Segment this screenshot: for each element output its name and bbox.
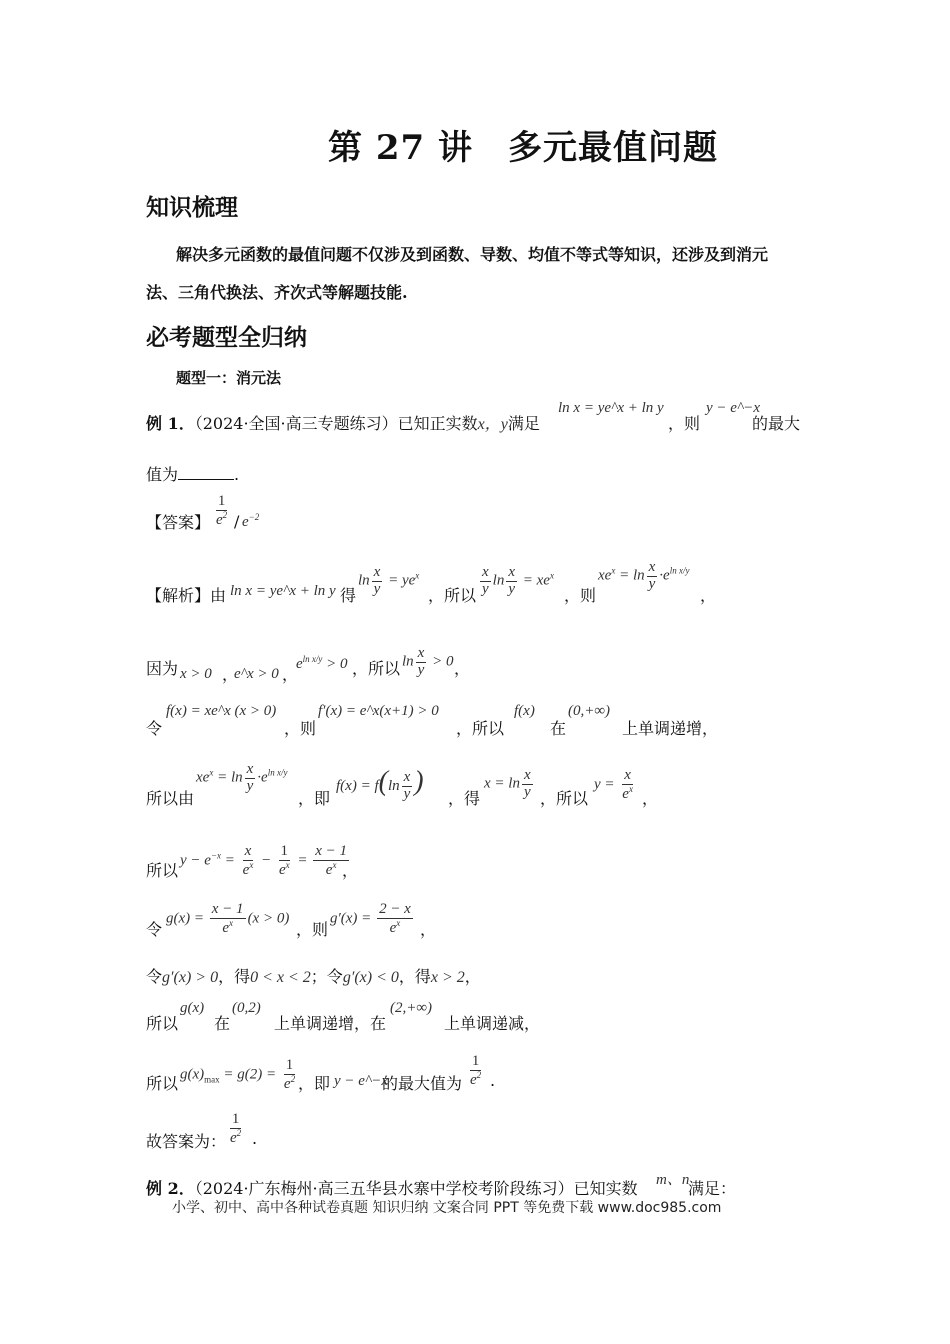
comma-b: ， [282, 665, 299, 684]
interval-0-inf: (0,+∞) [568, 703, 611, 719]
example1-condition: ln x = ye^x + ln y [558, 400, 664, 416]
zai2: 在 [214, 1014, 231, 1033]
solution-eq4: $xe^x = \ln$ $\frac{x}{y}$ $\cdot e^{ln x/y}$ [598, 559, 690, 592]
cond-exp-ln-positive: $e^{ln x/y} > 0$ [296, 654, 348, 672]
comma-c: ， [454, 659, 471, 678]
monotone-dec: 上单调递减， [444, 1014, 541, 1033]
answer-line [146, 510, 210, 533]
period2: . [252, 1129, 258, 1148]
section-heading-knowledge: 知识梳理 [146, 194, 238, 221]
ling2: 令 [146, 920, 163, 939]
gprime-negative: g′(x) < 0 [342, 969, 399, 986]
example2-text: （2024·广东梅州·高三五华县水寨中学校考阶段练习）已知实数 [194, 1179, 638, 1198]
target-expr: y − e^−x [334, 1073, 389, 1089]
example2-line [146, 1176, 638, 1199]
ling1: 令 [146, 719, 163, 738]
line7 [146, 964, 481, 987]
example1-then: ，则 [668, 414, 701, 433]
final-answer-text: 故答案为： [146, 1132, 227, 1151]
question-type-label: 题型一：消元法 [176, 369, 282, 387]
comma-f: ， [420, 920, 437, 939]
example1-label: 例 1． [146, 414, 195, 433]
solution-de: 得 [340, 586, 357, 605]
ji1: ，即 [298, 789, 331, 808]
section-heading-types: 必考题型全归纳 [146, 324, 307, 351]
def-f: f(x) = xe^x (x > 0) [166, 703, 277, 719]
suoyiyou: 所以由 [146, 789, 195, 808]
answer-value-a: $\frac{1}{e^2}$ [216, 493, 228, 528]
fx-label: f(x) [514, 703, 535, 719]
max-value-text: 的最大值为 [382, 1074, 463, 1093]
example2-vars: m、n [656, 1172, 690, 1188]
example1-vars: x，y [477, 416, 508, 433]
example2-tail: 满足： [688, 1179, 737, 1198]
period1: . [490, 1071, 496, 1090]
interval-0-2: (0,2) [232, 1000, 261, 1016]
range-0-2: 0 < x < 2 [250, 969, 311, 986]
intro-paragraph-line2: 法、三角代换法、齐次式等解题技能. [146, 283, 408, 302]
solution-suoyi1: ，所以 [428, 586, 477, 605]
cond-x-positive: x > 0 [180, 666, 212, 682]
solution-comma1: ， [700, 586, 717, 605]
intro-paragraph-line1: 解决多元函数的最值问题不仅涉及到函数、导数、均值不等式等知识，还涉及到消元 [176, 245, 769, 264]
comma-a: ， [222, 665, 239, 684]
de3: ，得 [218, 967, 251, 986]
suoyi2: ，所以 [352, 659, 401, 678]
zai1: 在 [550, 719, 567, 738]
final-answer-value: $\frac{1}{e^2}$ [230, 1111, 242, 1146]
range-gt-2: x > 2 [430, 969, 465, 986]
answer-label: 【答案】 [146, 513, 211, 532]
answer-sep: / [234, 512, 240, 531]
because-text: 因为 [146, 659, 179, 678]
example1-target: y − e^−x [706, 400, 761, 416]
eq-l5: $y - e^{-x}$ = $\frac{x}{e^x}$ − $\frac{1}{e^x}$ = $\frac{x - 1}{e^x}$ [180, 843, 348, 878]
suoyi4: ，所以 [540, 789, 589, 808]
de4: ，得 [398, 967, 431, 986]
eq-l4-2: f(x) = f(ln $\frac{x}{y}$ ) [336, 766, 424, 803]
ling3: 令 [146, 967, 163, 986]
gprime-positive: g′(x) > 0 [162, 969, 219, 986]
solution-eq3: $\frac{x}{y}$ ln $\frac{x}{y}$ = $xe^x$ [482, 564, 554, 597]
example1-line1 [146, 411, 540, 434]
interval-2-inf: (2,+∞) [390, 1000, 433, 1016]
de2: ，得 [448, 789, 481, 808]
ji2: ，即 [298, 1074, 331, 1093]
suoyi5: 所以 [146, 861, 179, 880]
suoyi9: 所以 [146, 1074, 179, 1093]
comma-g: ， [464, 967, 481, 986]
eq-l4-4: y = $\frac{x}{e^x}$ [594, 767, 633, 802]
monotone-inc-2: 上单调递增，在 [274, 1014, 387, 1033]
example1-line2-text: 值为 [146, 465, 179, 484]
cond-ex-positive: e^x > 0 [234, 666, 279, 682]
answer-blank [178, 479, 234, 480]
footer-text: 小学、初中、高中各种试卷真题 知识归纳 文案合同 PPT 等免费下载 www.doc985.com [172, 1200, 722, 1216]
example2-label: 例 2． [146, 1179, 195, 1198]
ze3: ，则 [296, 920, 329, 939]
solution-ze1: ，则 [564, 586, 597, 605]
semi-ling: ；令 [310, 967, 343, 986]
def-g: g(x) = $\frac{x - 1}{e^x}$ (x > 0) [166, 901, 290, 936]
example1-source: （2024·全国·高三专题练习）已知正实数 [194, 414, 478, 433]
example1-tail: 的最大 [752, 414, 801, 433]
answer-value-b: $e^{-2}$ [242, 512, 260, 530]
gmax-eq: $g(x)_{max} = g(2)$ = $\frac{1}{e^2}$ [180, 1057, 296, 1092]
page-title: 第 27 讲 多元最值问题 [328, 128, 718, 168]
example1-line2 [146, 462, 239, 485]
eq-l4-1: $xe^x = \ln$ $\frac{x}{y}$ $\cdot e^{ln x/y}$ [196, 761, 288, 794]
def-fprime: f′(x) = e^x(x+1) > 0 [318, 703, 439, 719]
gx-label: g(x) [180, 1000, 205, 1016]
cond-ln-positive: ln $\frac{x}{y}$ > 0 [402, 645, 454, 678]
def-gprime: g′(x) = $\frac{2 - x}{e^x}$ [330, 901, 411, 936]
suoyi3: ，所以 [456, 719, 505, 738]
example1-mid: 满足 [507, 414, 540, 433]
eq-l4-3: x = ln $\frac{x}{y}$ [484, 767, 531, 800]
solution-eq2: ln $\frac{x}{y}$ = $ye^x$ [358, 564, 420, 597]
ze2: ，则 [284, 719, 317, 738]
monotone-inc-1: 上单调递增， [622, 719, 719, 738]
solution-eq1: ln x = ye^x + ln y [230, 583, 336, 599]
comma-e: ， [342, 861, 359, 880]
example1-line2-end: . [234, 465, 240, 484]
solution-label: 【解析】由 [146, 586, 227, 605]
comma-d: ， [642, 789, 659, 808]
suoyi8: 所以 [146, 1014, 179, 1033]
max-value: $\frac{1}{e^2}$ [470, 1053, 482, 1088]
